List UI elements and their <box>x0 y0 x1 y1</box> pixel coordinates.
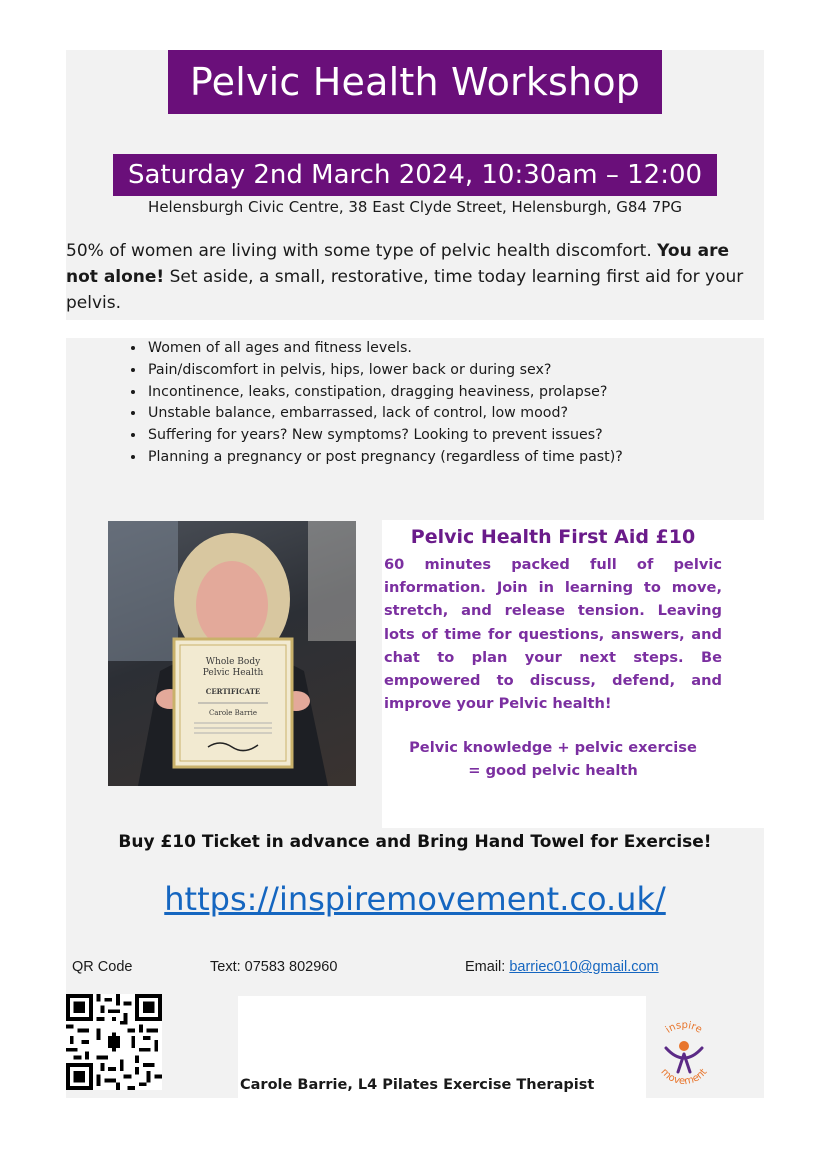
qr-code[interactable] <box>66 994 162 1090</box>
certificate-line1: Whole Body <box>205 657 261 667</box>
email-link[interactable]: barriec010@gmail.com <box>509 959 659 975</box>
email-label: Email: <box>465 959 506 975</box>
intro-text-b: Set aside, a small, restorative, time today learning first aid for your pelvis. <box>66 267 744 313</box>
course-formula <box>384 736 722 782</box>
list-item: • Unstable balance, embarrassed, lack of control, low mood? <box>146 403 766 425</box>
instructor-photo <box>108 521 356 786</box>
instructor-photo-illustration <box>108 521 356 786</box>
list-item: • Suffering for years? New symptoms? Looking to prevent issues? <box>146 425 766 447</box>
symptom-list <box>116 338 766 469</box>
list-item: • Planning a pregnancy or post pregnancy (regardless of time past)? <box>146 447 766 469</box>
logo-top-text: inspire <box>663 1019 704 1036</box>
inspire-movement-logo <box>648 1016 720 1090</box>
phone-contact: Text: 07583 802960 <box>210 959 338 975</box>
intro-paragraph <box>66 238 766 316</box>
svg-text:movement <box>658 1067 709 1088</box>
list-item: • Women of all ages and fitness levels. <box>146 338 766 360</box>
intro-text-bold: You are not alone! <box>66 241 729 287</box>
qr-code-label: QR Code <box>72 959 133 975</box>
website-link[interactable]: https://inspiremovement.co.uk/ <box>164 880 666 918</box>
event-date-time: Saturday 2nd March 2024, 10:30am – 12:00 <box>113 154 717 196</box>
course-formula-line2: = good pelvic health <box>468 762 638 780</box>
certificate-label: CERTIFICATE <box>205 687 261 696</box>
email-contact <box>465 959 659 975</box>
event-venue: Helensburgh Civic Centre, 38 East Clyde Street, Helensburgh, G84 7PG <box>148 198 682 216</box>
logo-bottom-text: movement <box>658 1066 710 1088</box>
list-item: • Pain/discomfort in pelvis, hips, lower back or during sex? <box>146 360 766 382</box>
svg-text:inspire <box>664 1020 704 1036</box>
course-formula-line1: Pelvic knowledge + pelvic exercise <box>409 739 697 756</box>
logo-head-icon <box>679 1041 689 1051</box>
course-description: 60 minutes packed full of pelvic information. Join in learning to move, stretch, and release tension. Leaving lots of time for questions, answers, and chat to plan your next steps. Be empowered to discuss, defend, and improve your Pelvic health! <box>384 556 722 713</box>
instructor-signature: Carole Barrie, L4 Pilates Exercise Therapist <box>240 1077 595 1093</box>
ticket-note: Buy £10 Ticket in advance and Bring Hand Towel for Exercise! <box>118 832 712 852</box>
certificate-name: Carole Barrie <box>208 709 258 717</box>
intro-text-a: 50% of women are living with some type of pelvic health discomfort. <box>66 241 652 261</box>
list-item: • Incontinence, leaks, constipation, dragging heaviness, prolapse? <box>146 382 766 404</box>
page-title: Pelvic Health Workshop <box>168 50 662 114</box>
certificate-line2: Pelvic Health <box>202 668 264 678</box>
course-title: Pelvic Health First Aid £10 <box>410 526 696 548</box>
